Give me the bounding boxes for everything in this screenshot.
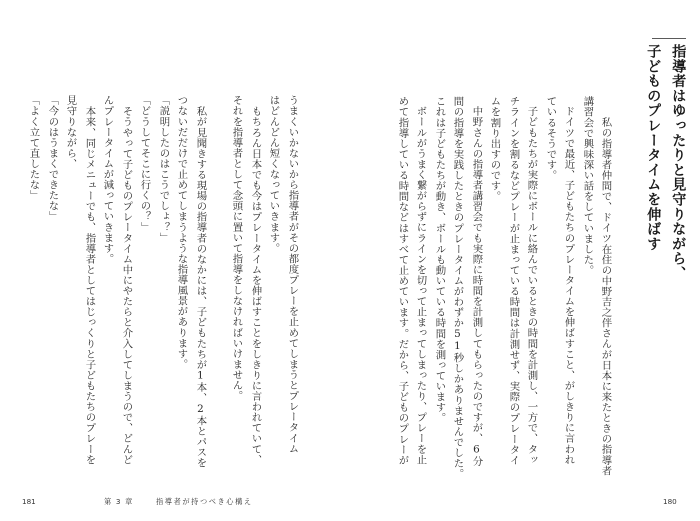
body-line: 私の指導者仲間で、ドイツ在住の中野吉之伴さんが日本に来たときの指導者 [599,117,612,476]
body-line: めて指導している時間などはすべて止めています。だから、子どものプレーが [396,96,409,466]
body-line: ているそうです。 [544,96,557,181]
body-line: はどんどん短くなっていきます。 [267,95,280,254]
body-line: ドイツで最近、子どもたちのプレータイムを伸ばすこと、がしきりに言われ [562,106,575,465]
body-line: それを指導者として念頭に置いて指導をしなければいけません。 [230,95,243,401]
body-line: 「どうしてそこに行くの？」 [138,95,151,233]
body-line: 中野さんの指導者講習会でも実際に時間を計測してもらったのですが、6分 [470,106,483,467]
page-number-left: 181 [22,497,36,506]
chapter-label: 第 3 章 [104,497,134,506]
body-line: ボールがうまく繋がらずにラインを切って止まってしまったり、プレーを止 [414,106,427,465]
body-line: んプレータイムが減っていきます。 [101,95,114,264]
body-line: 私が見聞きする現場の指導者のなかには、子どもたちが1本、2本とパスを [194,106,207,468]
body-line: チラインを割るなどプレーが止まっている時間は計測せず、実際のプレータイ [507,96,520,466]
body-line: これは子どもたちが動き、ボールも動いている時間を測っています。 [433,96,446,424]
body-line: 子どもたちが実際にボールに絡んでいるときの時間を計測し、一方で、タッ [525,106,538,465]
body-line: 間の指導を実践したときのプレータイムがわずか51秒しかありませんでした。 [451,96,464,479]
body-line: 「よく立て直したな」 [27,95,40,201]
body-line: 「今のはうまくできたな」 [46,95,59,222]
body-line: ムを割り出すのです。 [488,96,501,202]
body-line: もちろん日本でも今はプレータイムを伸ばすことをしきりに言われていて、 [249,106,262,465]
heading-rule [652,38,686,39]
body-line: 「説明したのはこうでしょ？」 [157,95,170,243]
body-line: 見守りながら、 [64,95,77,169]
body-line: うまくいかないから指導者がその都度プレーを止めてしまうとプレータイム [286,95,299,454]
page-number-right: 180 [663,497,677,506]
section-heading-line1: 指導者はゆったりと見守りながら、 [670,44,687,281]
body-line: 本来、同じメニューでも、指導者としてはじっくりと子どもたちのプレーを [83,106,96,465]
body-line: 講習会で興味深い話をしていました。 [581,96,594,276]
section-heading-line2: 子どものプレータイムを伸ばす [645,44,662,252]
body-line: つないだだけで止めてしまうような指導風景があります。 [175,95,188,370]
chapter-title: 指導者が持つべき心構え [156,497,253,506]
body-line: そうやって子どものプレータイム中にやたらと介入してしまうので、どんど [120,106,133,465]
